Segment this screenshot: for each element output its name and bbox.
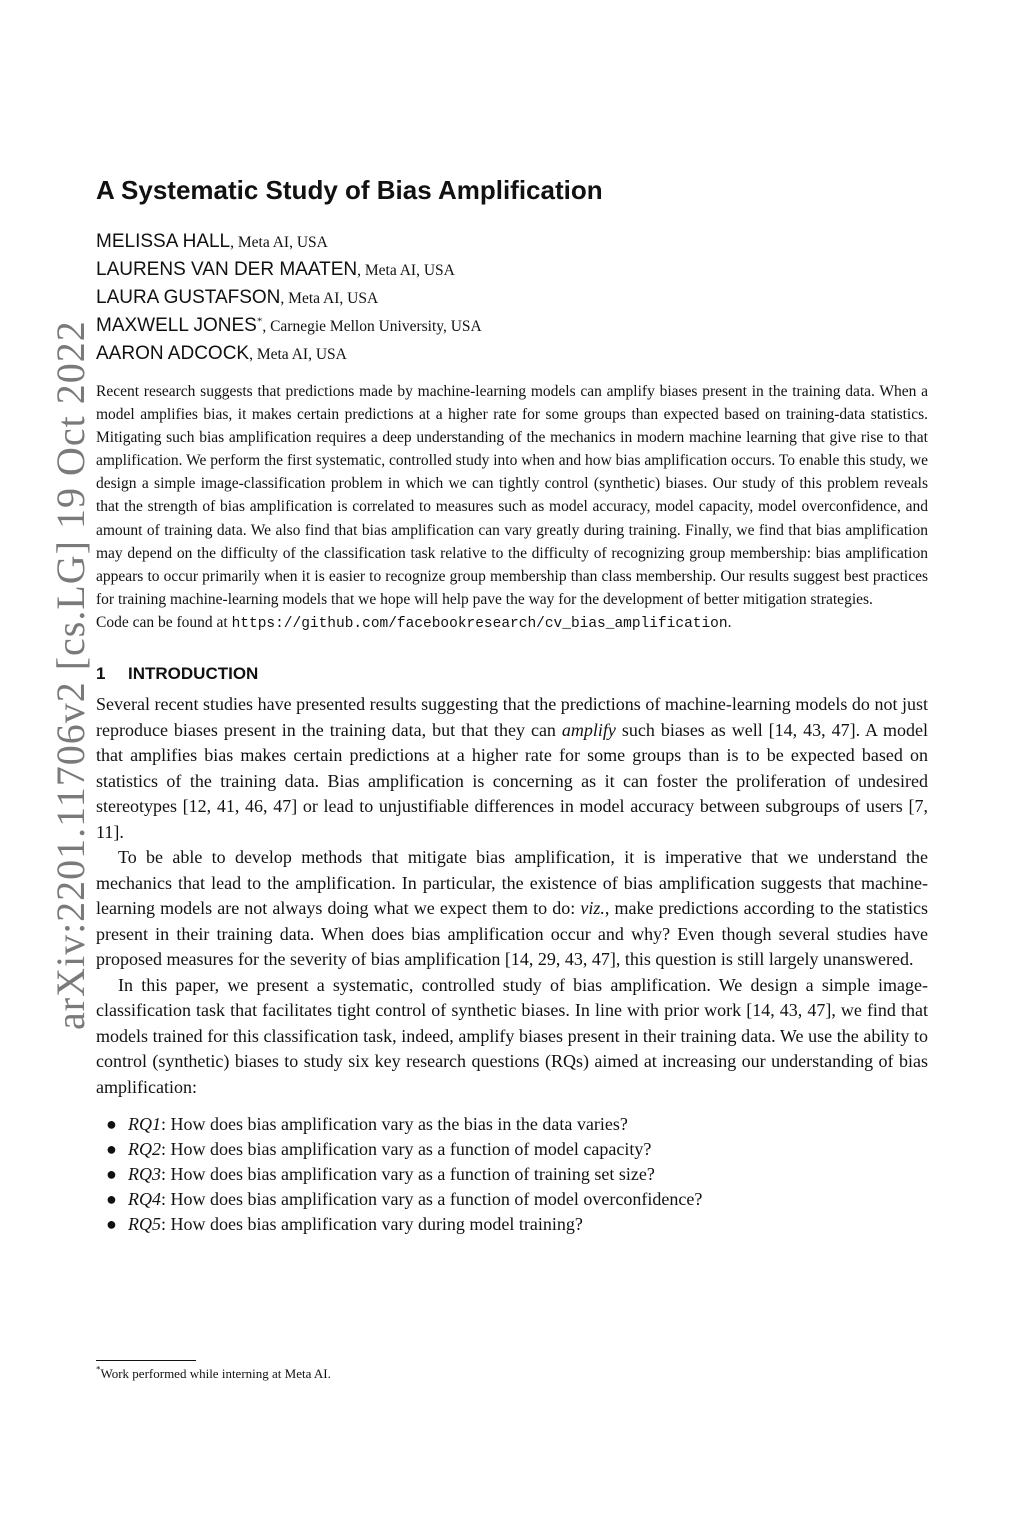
intro-paragraph (96, 692, 928, 845)
paper-page (96, 170, 928, 1237)
emphasized-word: amplify (561, 719, 616, 740)
code-prefix: Code can be found at (96, 613, 232, 631)
list-item (106, 1162, 928, 1187)
emphasized-word: viz. (580, 898, 605, 919)
intro-paragraph: In this paper, we present a systematic, controlled study of bias amplification. We design a simple image-classification task that facilitates tight control of synthetic biases. In line with prior work [14, 43, 47], we find that models trained for this classification task, indeed, amplify biases present in their training data. We use the ability to control (synthetic) biases to study six key research questions (RQs) aimed at increasing our understanding of bias amplification: (96, 974, 928, 1097)
abstract (96, 380, 928, 636)
author-entry: MAXWELL JONES*, Carnegie Mellon University, USA (96, 315, 482, 336)
code-availability (96, 611, 928, 636)
rq-text: : How does bias amplification vary as the bias in the data varies? (161, 1114, 628, 1135)
author-entry: LAURENS VAN DER MAATEN, Meta AI, USA (96, 259, 455, 280)
section-heading (96, 662, 928, 686)
intro-text: such biases as well [14, 43, 47]. A model that amplifies bias makes certain predictions at a higher rate for some groups than is to be expected based on statistics of the training data. Bias amplification is concerning as it can foster the proliferation of undesired stereotypes [12, 41, 46, 47] or lead to unjustifiable differences in model accuracy between subgroups of users [7, 11]. (96, 719, 929, 842)
rq-label: RQ5 (128, 1214, 161, 1235)
author-list (96, 228, 928, 368)
author-affiliation: Meta AI, USA (256, 346, 347, 363)
author-footnote-mark: * (256, 315, 263, 328)
intro-text: , make predictions according to the statistics present in their training data. When does bias amplification occur and why? Even though several studies have proposed measures for the severity of bias amplification [14, 29, 43, 47], this question is still largely unanswered. (96, 898, 928, 970)
code-suffix: . (727, 613, 732, 631)
introduction-body (96, 692, 928, 1100)
list-item (106, 1112, 928, 1137)
bullet-icon: ● (106, 1139, 117, 1160)
rq-label: RQ3 (128, 1164, 161, 1185)
author-entry: AARON ADCOCK, Meta AI, USA (96, 343, 347, 364)
section-number: 1 (96, 664, 106, 684)
bullet-icon: ● (106, 1214, 117, 1235)
intro-paragraph (96, 845, 928, 973)
arxiv-identifier: arXiv:2201.11706v2 [cs.LG] 19 Oct 2022 (48, 320, 93, 1030)
author-name: LAURENS VAN DER MAATEN (96, 259, 358, 280)
author-affiliation: Meta AI, USA (288, 290, 379, 307)
intro-text: Several recent studies have presented results suggesting that the predictions of machine-learning models do not just reproduce biases present in the training data, but that they can (96, 694, 928, 740)
rq-label: RQ1 (128, 1114, 161, 1135)
footnote-divider (96, 1360, 196, 1361)
author-name: LAURA GUSTAFSON (96, 287, 281, 308)
list-item (106, 1212, 928, 1237)
intro-text: To be able to develop methods that mitigate bias amplification, it is imperative that we understand the mechanics that lead to the amplification. In particular, the existence of bias amplification suggests that machine-learning models are not always doing what we expect them to do: (96, 847, 928, 919)
research-question-list (96, 1112, 928, 1237)
rq-text: : How does bias amplification vary as a function of training set size? (161, 1164, 655, 1185)
footnote-text: Work performed while interning at Meta AI. (100, 1366, 331, 1381)
rq-text: : How does bias amplification vary during model training? (161, 1214, 583, 1235)
author-entry: LAURA GUSTAFSON, Meta AI, USA (96, 287, 379, 308)
rq-text: : How does bias amplification vary as a function of model overconfidence? (161, 1189, 703, 1210)
rq-label: RQ2 (128, 1139, 161, 1160)
author-name: MELISSA HALL (96, 231, 231, 252)
rq-label: RQ4 (128, 1189, 161, 1210)
author-affiliation: Meta AI, USA (364, 262, 455, 279)
abstract-text: Recent research suggests that predictions made by machine-learning models can amplify biases present in the training data. When a model amplifies bias, it makes certain predictions at a higher rate for some groups than expected based on training-data statistics. Mitigating such bias amplification requires a deep understanding of the mechanics in modern machine learning that give rise to that amplification. We perform the first systematic, controlled study into when and how bias amplification occurs. To enable this study, we design a simple image-classification problem in which we can tightly control (synthetic) biases. Our study of this problem reveals that the strength of bias amplification is correlated to measures such as model accuracy, model capacity, model overconfidence, and amount of training data. We also find that bias amplification can vary greatly during training. Finally, we find that bias amplification may depend on the difficulty of the classification task relative to the difficulty of recognizing group membership: bias amplification appears to occur primarily when it is easier to recognize group membership than class membership. Our results suggest best practices for training machine-learning models that we hope will help pave the way for the development of better mitigation strategies. (96, 383, 928, 608)
author-affiliation: Carnegie Mellon University, USA (270, 318, 482, 335)
author-name: MAXWELL JONES (96, 315, 257, 336)
bullet-icon: ● (106, 1114, 117, 1135)
section-title: INTRODUCTION (128, 664, 259, 684)
list-item (106, 1187, 928, 1212)
code-repository-link[interactable]: https://github.com/facebookresearch/cv_bias_amplification (231, 615, 728, 632)
author-affiliation: Meta AI, USA (237, 234, 328, 251)
paper-title: A Systematic Study of Bias Amplification (96, 175, 603, 205)
bullet-icon: ● (106, 1164, 117, 1185)
list-item (106, 1137, 928, 1162)
rq-text: : How does bias amplification vary as a function of model capacity? (161, 1139, 652, 1160)
footnote (96, 1365, 331, 1383)
author-entry: MELISSA HALL, Meta AI, USA (96, 231, 328, 252)
author-name: AARON ADCOCK (96, 343, 250, 364)
bullet-icon: ● (106, 1189, 117, 1210)
footnote-mark: * (96, 1364, 101, 1375)
